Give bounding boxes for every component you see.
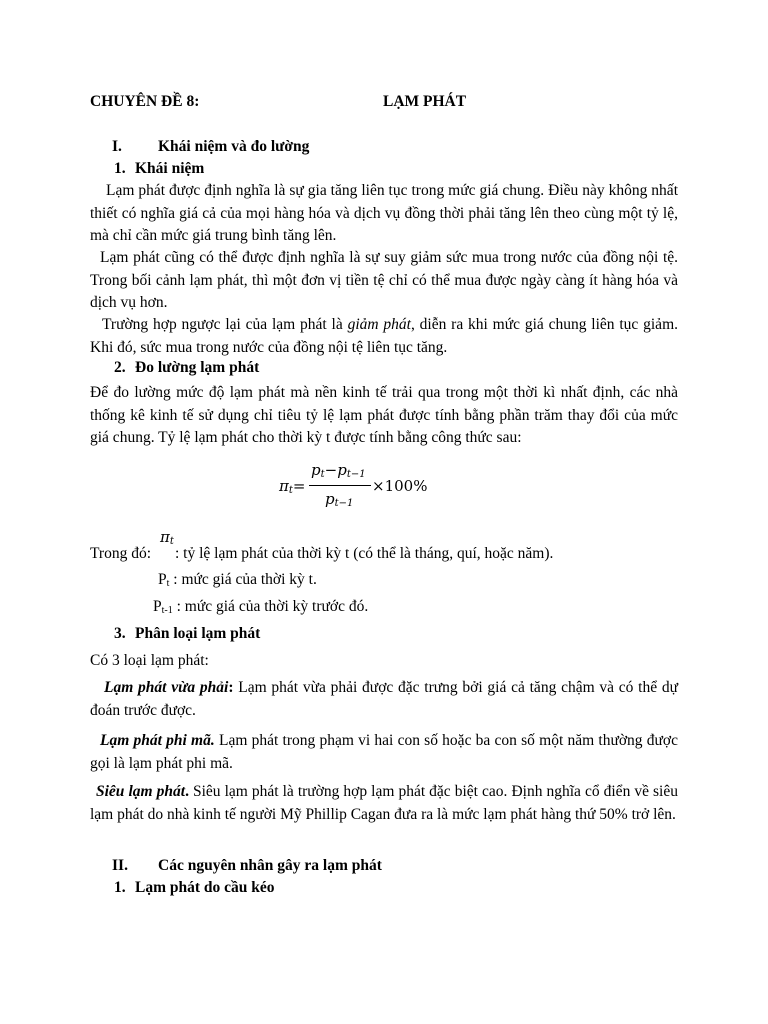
formula-lhs: $\pi_t=$ [279,477,306,496]
deflation-term: giảm phát [347,316,411,333]
type-moderate-inflation: Lạm phát vừa phải: Lạm phát vừa phải được đặc trưng bởi giá cả tăng chậm và có thể dự đoán trước được. [90,679,678,719]
paragraph-definition-1: Lạm phát được định nghĩa là sự gia tăng liên tục trong mức giá chung. Điều này không nhất thiết có nghĩa giá cả của mọi hàng hóa và dịch vụ đồng thời phải tăng lên theo cùng một tỷ lệ, mà chỉ cần mức giá trung bình tăng lên. [90,182,678,244]
definition-pt-1: $P_{t-1}$ : mức giá của thời kỳ trước đó. [153,598,369,616]
formula-denominator: $p_{t-1}$ [325,490,354,509]
section-1-title: Khái niệm và đo lường [158,138,310,155]
formula-numerator: $p_t-p_{t-1}$ [311,461,366,480]
subsection-2-1-title: Lạm phát do cầu kéo [135,879,275,896]
section-2-numeral: II. [112,857,128,874]
subsection-2-1-number: 1. [114,879,126,896]
where-description: : tỷ lệ lạm phát của thời kỳ t (có thể là tháng, quí, hoặc năm). [175,545,554,562]
subsection-1-3-number: 3. [114,625,126,642]
where-label: Trong đó: [90,545,152,562]
type-hyperinflation: Siêu lạm phát. Siêu lạm phát là trường hợp lạm phát đặc biệt cao. Định nghĩa cổ điển về siêu lạm phát do nhà kinh tế người Mỹ Phillip Cagan đưa ra là mức lạm phát hàng thứ 50% trở lên. [90,783,678,823]
where-symbol: $\pi_t$ [160,528,174,547]
subsection-1-3-title: Phân loại lạm phát [135,625,261,642]
paragraph-deflation: Trường hợp ngược lại của lạm phát là giảm phát, diễn ra khi mức giá chung liên tục giảm. Khi đó, sức mua trong nước của đồng nội tệ liên tục tăng. [90,316,678,356]
types-intro: Có 3 loại lạm phát: [90,652,209,669]
topic-title: LẠM PHÁT [383,93,467,110]
formula-times-100: ×100% [372,477,428,495]
type-galloping-inflation: Lạm phát phi mã. Lạm phát trong phạm vi hai con số hoặc ba con số một năm thường được gọi là lạm phát phi mã. [90,732,678,772]
subsection-1-2-title: Đo lường lạm phát [135,359,260,376]
subsection-1-1-title: Khái niệm [135,160,205,177]
subsection-1-2-number: 2. [114,359,126,376]
paragraph-definition-2: Lạm phát cũng có thể được định nghĩa là sự suy giảm sức mua trong nước của đồng nội tệ. Trong bối cảnh lạm phát, thì một đơn vị tiền tệ chỉ có thể mua được ngày càng ít hàng hóa và dịch vụ hơn. [90,249,678,311]
topic-label: CHUYÊN ĐỀ 8: [90,93,200,110]
section-1-numeral: I. [112,138,122,155]
subsection-1-1-number: 1. [114,160,126,177]
section-2-title: Các nguyên nhân gây ra lạm phát [158,857,382,874]
formula-fraction-bar [309,485,371,486]
definition-pt: $P_t$ : mức giá của thời kỳ t. [158,571,317,589]
paragraph-measurement: Để đo lường mức độ lạm phát mà nền kinh tế trải qua trong một thời kì nhất định, các nhà thống kê kinh tế sử dụng chỉ tiêu tỷ lệ lạm phát được tính bằng phần trăm thay đổi của mức giá chung. Tỷ lệ lạm phát cho thời kỳ t được tính bằng công thức sau: [90,384,678,446]
